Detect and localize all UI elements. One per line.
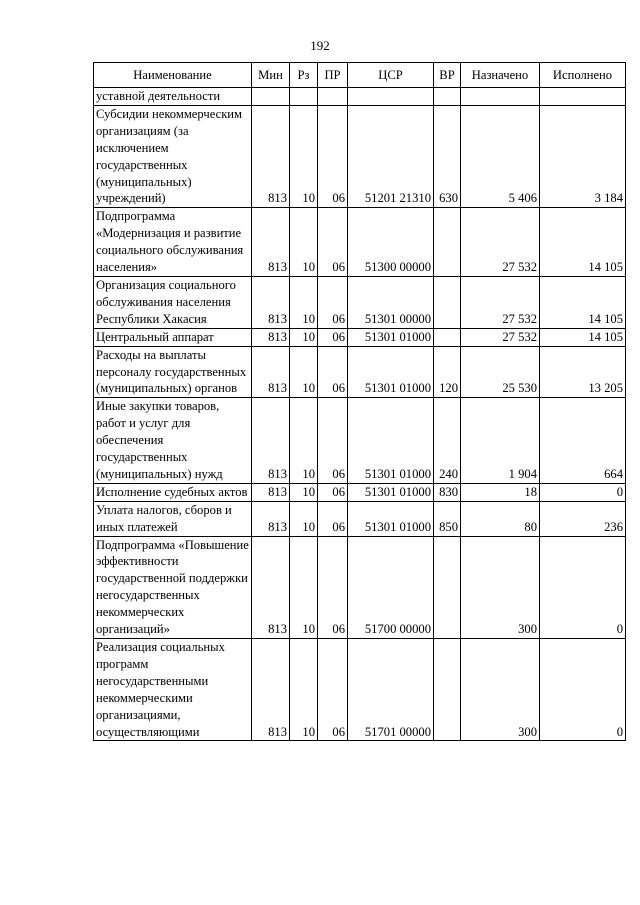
cell-csr: 51301 01000 [348,328,434,346]
cell-min: 813 [252,639,290,741]
cell-csr: 51700 00000 [348,536,434,638]
budget-table [93,62,626,741]
cell-vr: 630 [434,105,461,207]
table-row [94,483,626,501]
cell-rz: 10 [290,208,318,277]
table-row [94,105,626,207]
cell-name: Подпрограмма «Повышение эффективности государственной поддержки негосударственных некоммерческих организаций» [94,536,252,638]
cell-pr: 06 [318,536,348,638]
cell-name: Субсидии некоммерческим организациям (за исключением государственных (муниципальных) учреждений) [94,105,252,207]
cell-executed: 14 105 [540,208,626,277]
cell-rz: 10 [290,105,318,207]
cell-pr: 06 [318,208,348,277]
cell-vr: 850 [434,501,461,536]
cell-assigned: 27 532 [461,208,540,277]
table-row [94,639,626,741]
header-assigned: Назначено [461,63,540,88]
cell-csr: 51300 00000 [348,208,434,277]
cell-min [252,88,290,106]
cell-min: 813 [252,398,290,484]
cell-csr: 51301 01000 [348,483,434,501]
cell-vr [434,536,461,638]
table-row [94,346,626,398]
cell-vr [434,328,461,346]
cell-executed: 14 105 [540,276,626,328]
table-row [94,328,626,346]
cell-assigned [461,88,540,106]
cell-rz: 10 [290,276,318,328]
cell-executed: 13 205 [540,346,626,398]
cell-rz: 10 [290,328,318,346]
header-rz: Рз [290,63,318,88]
cell-rz: 10 [290,483,318,501]
cell-min: 813 [252,536,290,638]
cell-csr: 51301 01000 [348,398,434,484]
table-row [94,208,626,277]
table-row [94,398,626,484]
cell-rz: 10 [290,536,318,638]
cell-pr: 06 [318,398,348,484]
cell-name: Организация социального обслуживания населения Республики Хакасия [94,276,252,328]
cell-assigned: 300 [461,639,540,741]
cell-name: Подпрограмма «Модернизация и развитие социального обслуживания населения» [94,208,252,277]
cell-name: Исполнение судебных актов [94,483,252,501]
cell-vr [434,276,461,328]
cell-min: 813 [252,105,290,207]
cell-csr: 51301 00000 [348,276,434,328]
cell-executed: 236 [540,501,626,536]
cell-rz: 10 [290,639,318,741]
cell-executed: 3 184 [540,105,626,207]
cell-executed: 0 [540,483,626,501]
header-pr: ПР [318,63,348,88]
cell-assigned: 27 532 [461,328,540,346]
cell-pr: 06 [318,346,348,398]
cell-assigned: 25 530 [461,346,540,398]
cell-executed: 0 [540,536,626,638]
cell-min: 813 [252,276,290,328]
cell-rz: 10 [290,398,318,484]
cell-executed: 14 105 [540,328,626,346]
cell-vr [434,208,461,277]
cell-pr: 06 [318,276,348,328]
cell-min: 813 [252,346,290,398]
cell-name: Расходы на выплаты персоналу государственных (муниципальных) органов [94,346,252,398]
header-name: Наименование [94,63,252,88]
cell-executed: 0 [540,639,626,741]
cell-executed: 664 [540,398,626,484]
cell-csr: 51301 01000 [348,346,434,398]
cell-rz: 10 [290,346,318,398]
header-vr: ВР [434,63,461,88]
cell-csr [348,88,434,106]
cell-vr: 120 [434,346,461,398]
cell-vr: 240 [434,398,461,484]
cell-name: уставной деятельности [94,88,252,106]
cell-min: 813 [252,208,290,277]
cell-pr: 06 [318,639,348,741]
header-min: Мин [252,63,290,88]
table-row [94,501,626,536]
cell-csr: 51701 00000 [348,639,434,741]
cell-name: Центральный аппарат [94,328,252,346]
cell-pr: 06 [318,328,348,346]
cell-assigned: 27 532 [461,276,540,328]
cell-executed [540,88,626,106]
cell-vr [434,88,461,106]
cell-assigned: 300 [461,536,540,638]
cell-csr: 51301 01000 [348,501,434,536]
cell-pr: 06 [318,501,348,536]
cell-pr [318,88,348,106]
header-csr: ЦСР [348,63,434,88]
cell-name: Уплата налогов, сборов и иных платежей [94,501,252,536]
cell-rz: 10 [290,501,318,536]
cell-assigned: 1 904 [461,398,540,484]
cell-name: Иные закупки товаров, работ и услуг для обеспечения государственных (муниципальных) нужд [94,398,252,484]
cell-pr: 06 [318,483,348,501]
cell-rz [290,88,318,106]
cell-min: 813 [252,328,290,346]
header-row [94,63,626,88]
cell-csr: 51201 21310 [348,105,434,207]
cell-assigned: 5 406 [461,105,540,207]
cell-name: Реализация социальных программ негосударственными некоммерческими организациями, осуществляющими [94,639,252,741]
header-executed: Исполнено [540,63,626,88]
cell-pr: 06 [318,105,348,207]
table-row [94,276,626,328]
cell-assigned: 80 [461,501,540,536]
page-number: 192 [310,38,330,53]
cell-min: 813 [252,501,290,536]
cell-vr [434,639,461,741]
cell-assigned: 18 [461,483,540,501]
table-row [94,88,626,106]
cell-vr: 830 [434,483,461,501]
cell-min: 813 [252,483,290,501]
table-row [94,536,626,638]
